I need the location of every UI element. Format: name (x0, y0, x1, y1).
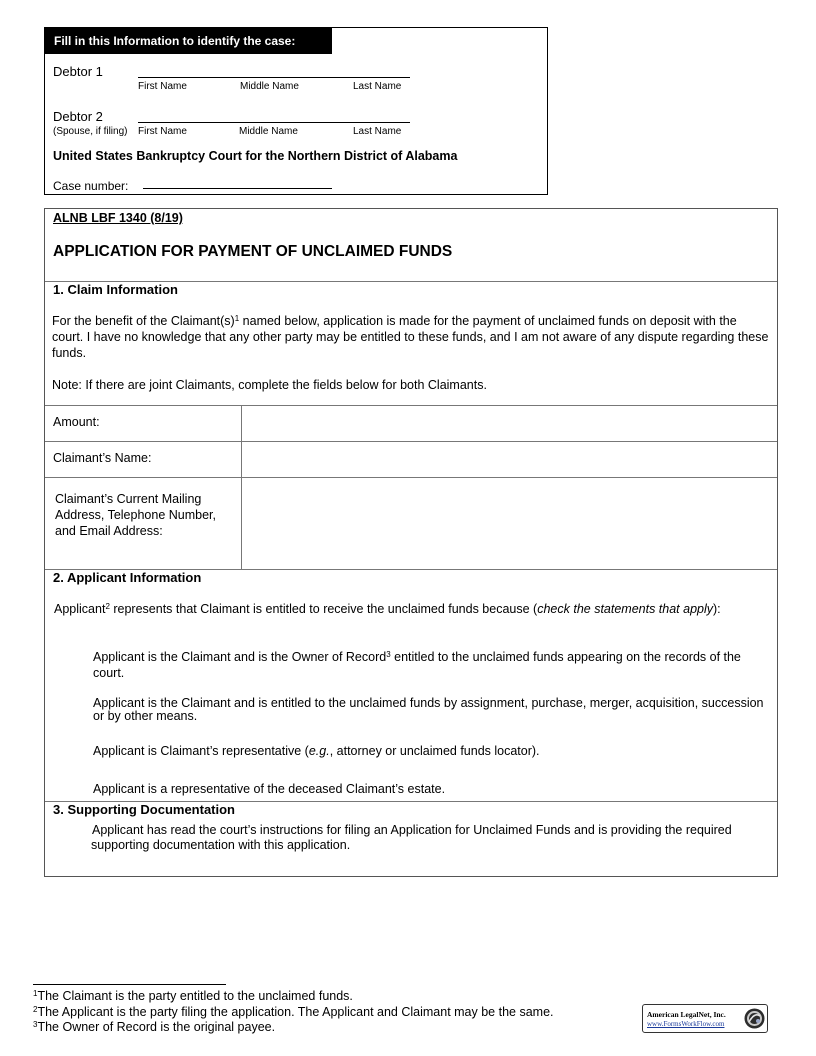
logo-url[interactable]: www.FormsWorkFlow.com (647, 1020, 725, 1028)
option-assignment[interactable]: Applicant is the Claimant and is entitled to the unclaimed funds by assignment, purchase, merger, acquisition, succession or by other means. (93, 696, 764, 723)
case-number-label: Case number: (53, 179, 129, 193)
option-owner-of-record[interactable]: Applicant is the Claimant and is the Owner of Record$^3$ entitled to the unclaimed funds appearing on the records of the court. (93, 650, 741, 680)
section1-title: 1. Claim Information (53, 282, 178, 297)
claimant-address-label: Claimant’s Current Mailing Address, Telephone Number, and Email Address: (55, 492, 216, 538)
joint-claimant-note: Note: If there are joint Claimants, complete the fields below for both Claimants. (52, 378, 487, 392)
form-title: APPLICATION FOR PAYMENT OF UNCLAIMED FUNDS (53, 243, 453, 260)
footnote-2: $^2$The Applicant is the party filing the application. The Applicant and Claimant may be the same. (33, 1004, 554, 1019)
globe-icon (743, 1007, 766, 1030)
claimant-name-label: Claimant’s Name: (53, 451, 152, 465)
debtor1-last-name-label: Last Name (353, 81, 402, 92)
claim-paragraph: For the benefit of the $Claimant(s)^1$ named below, application is made for the payment of unclaimed funds on deposit with the court. I have no knowledge that any other party may be entitled to these funds, and I am not aware of any dispute regarding these funds. (52, 314, 769, 360)
debtor2-middle-name-label: Middle Name (239, 126, 298, 137)
amount-label: Amount: (53, 415, 100, 429)
logo-company: American LegalNet, Inc. (647, 1010, 726, 1019)
footnote-1: $^1$The Claimant is the party entitled to the unclaimed funds. (33, 989, 353, 1003)
footnotes (33, 989, 633, 1036)
claimant-name-field[interactable] (242, 442, 777, 477)
debtor1-first-name-label: First Name (138, 81, 187, 92)
claimant-address-field[interactable] (242, 478, 777, 569)
debtor2-name-field[interactable] (138, 122, 410, 123)
option-representative[interactable]: Applicant is Claimant’s representative (e.g., attorney or unclaimed funds locator). (93, 744, 540, 758)
applicant-intro: Applicant$^2$ represents that Claimant is entitled to receive the unclaimed funds because (check the statements that apply): (54, 602, 721, 616)
footnote-3: $^3$The Owner of Record is the original payee. (33, 1020, 276, 1034)
debtor2-first-name-label: First Name (138, 126, 187, 137)
case-number-field[interactable] (143, 188, 332, 189)
supporting-documentation-statement[interactable]: Applicant has read the court’s instructions for filing an Application for Unclaimed Funds and is providing the required supporting documentation with this application. (91, 823, 732, 852)
american-legalnet-logo (642, 1004, 768, 1033)
debtor2-last-name-label: Last Name (353, 126, 402, 137)
section3-title: 3. Supporting Documentation (53, 802, 235, 817)
case-info-header: Fill in this Information to identify the case: (45, 28, 332, 54)
amount-field[interactable] (242, 406, 777, 441)
case-identification-box (44, 27, 548, 195)
court-name: United States Bankruptcy Court for the Northern District of Alabama (53, 149, 458, 163)
debtor1-label: Debtor 1 (53, 64, 103, 79)
footnote-separator (33, 984, 226, 985)
debtor1-middle-name-label: Middle Name (240, 81, 299, 92)
debtor2-label: Debtor 2 (53, 109, 103, 124)
spouse-note: (Spouse, if filing) (53, 126, 128, 137)
section2-title: 2. Applicant Information (53, 570, 202, 585)
form-id: ALNB LBF 1340 (8/19) (53, 211, 183, 225)
debtor1-name-field[interactable] (138, 77, 410, 78)
option-estate-representative[interactable]: Applicant is a representative of the deceased Claimant’s estate. (93, 782, 446, 796)
application-form (44, 208, 778, 877)
